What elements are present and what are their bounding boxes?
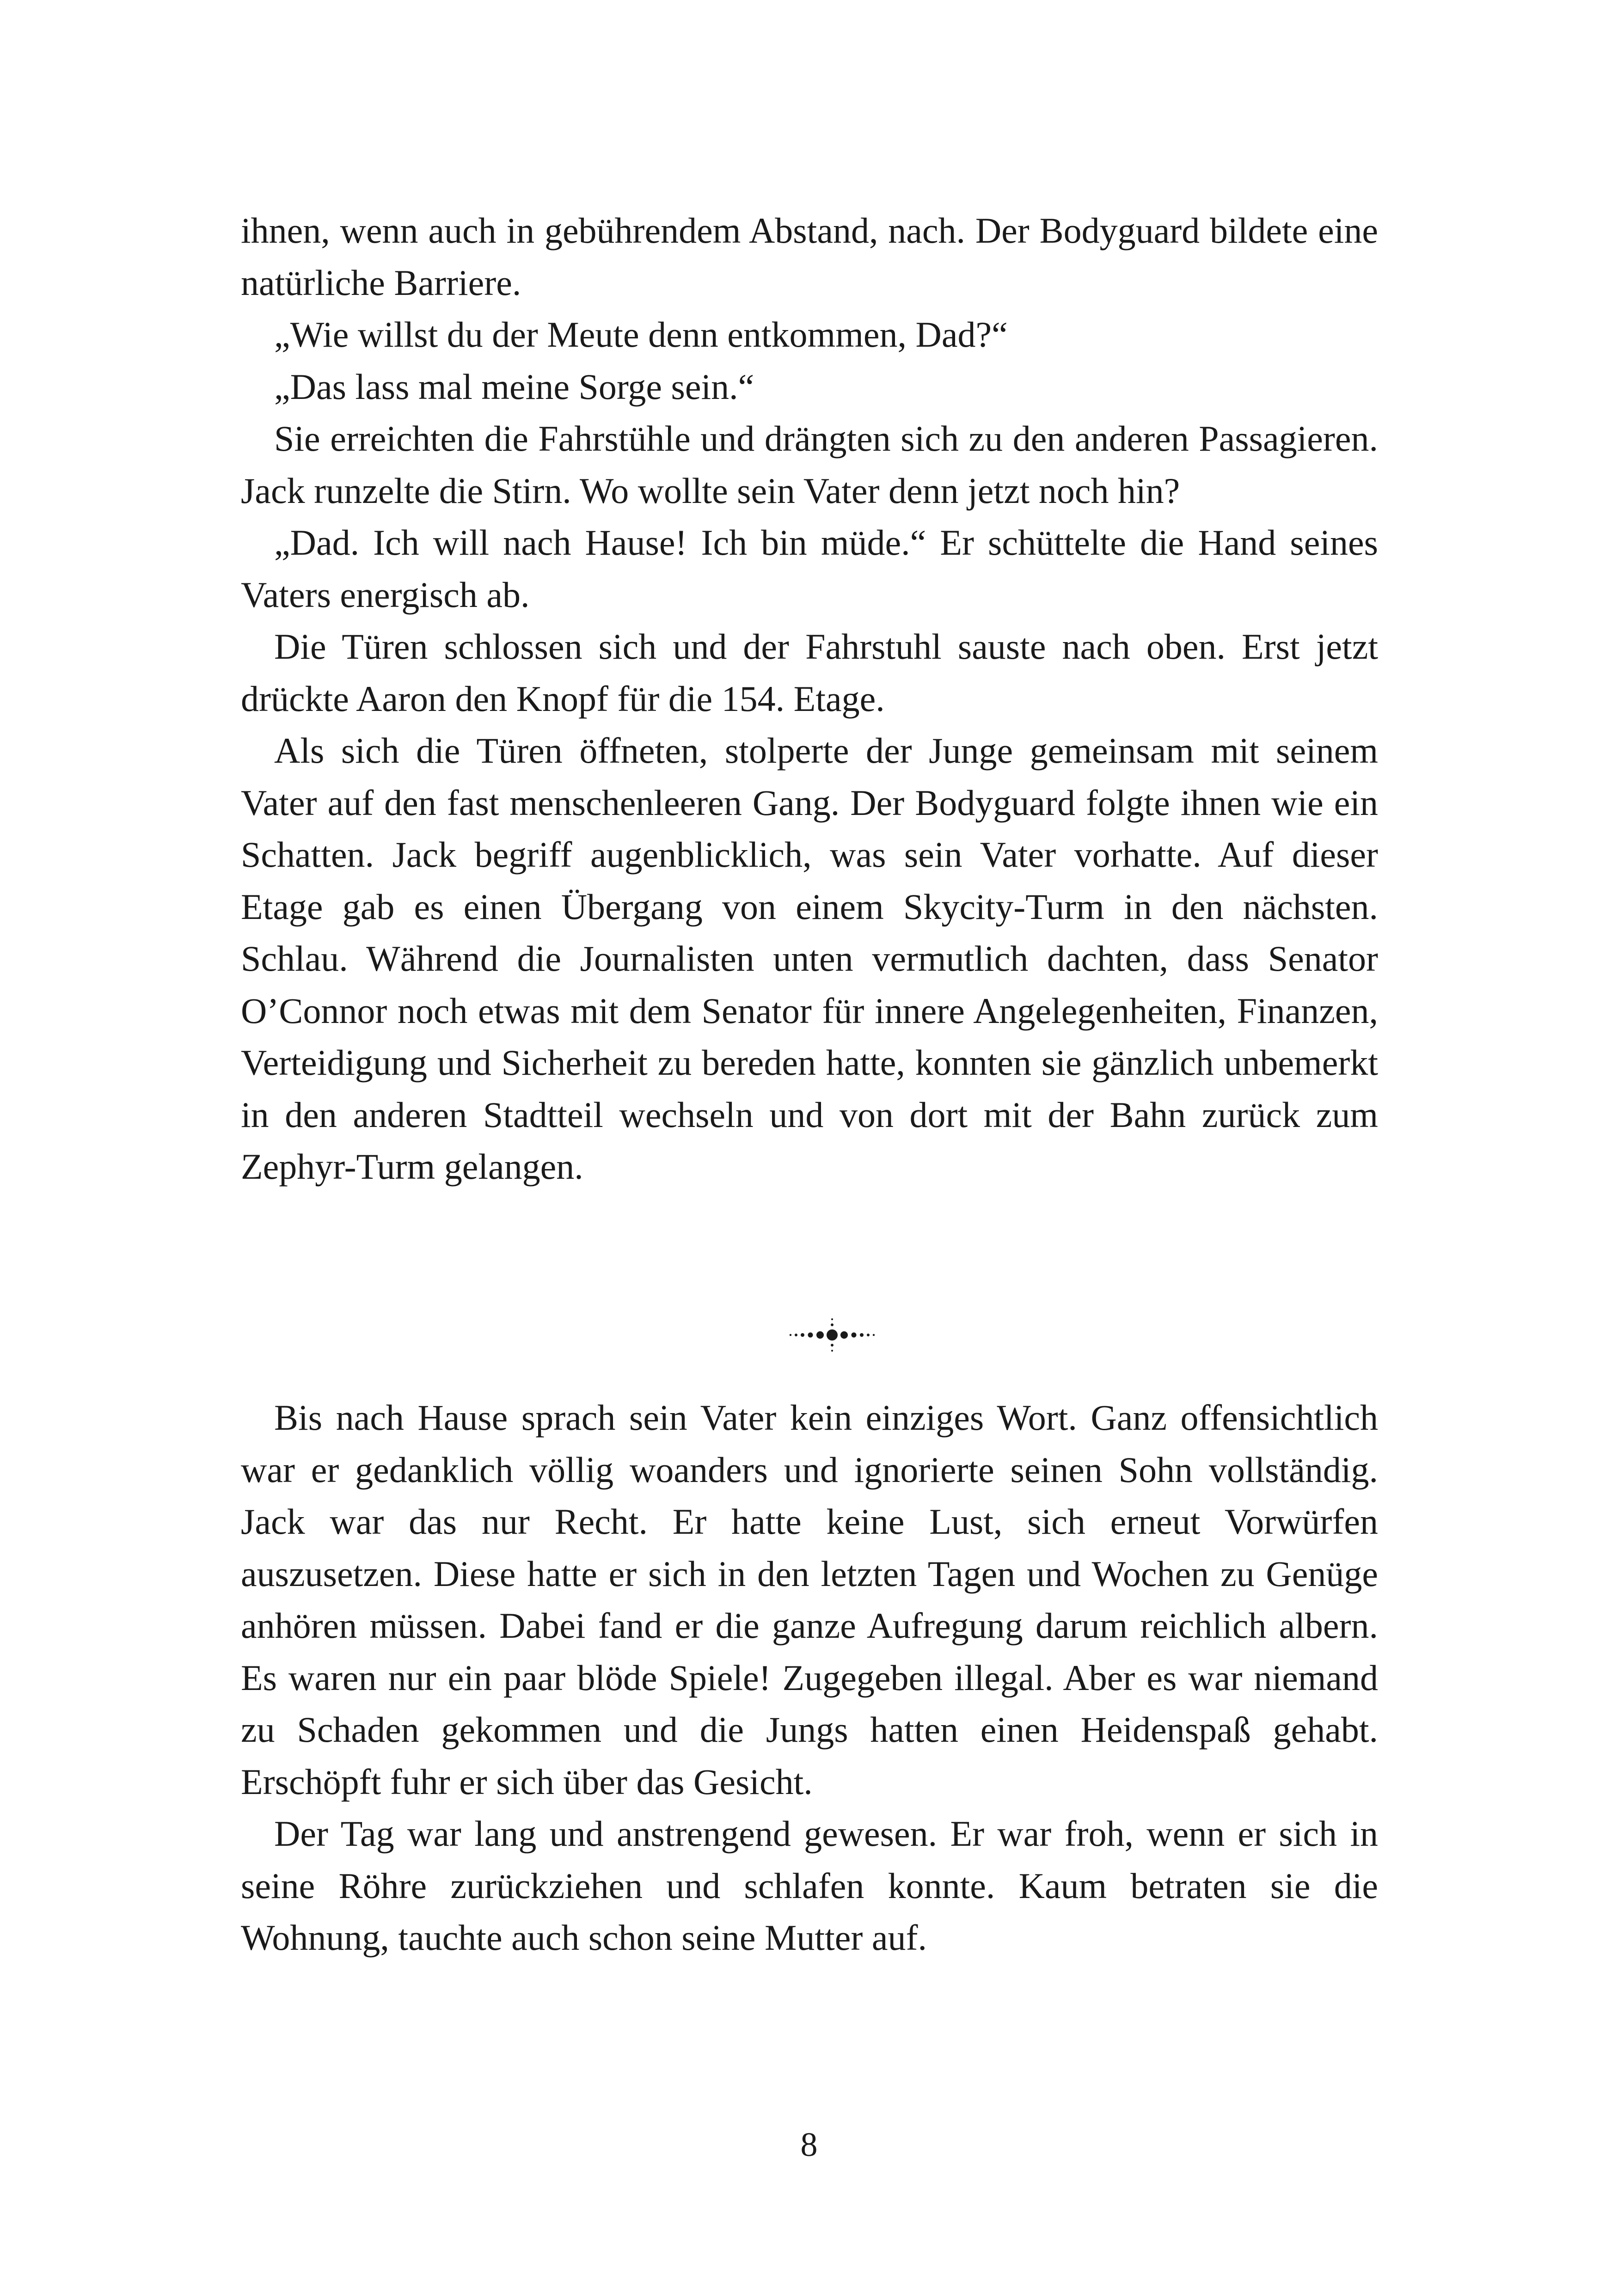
paragraph-continuation: ihnen, wenn auch in gebührendem Abstand, nach. Der Bodyguard bildete eine natürliche Barriere.	[241, 210, 1378, 303]
section-divider-dots-icon	[763, 1313, 901, 1357]
paragraph: Sie erreichten die Fahrstühle und drängten sich zu den anderen Passagieren. Jack runzelte die Stirn. Wo wollte sein Vater denn jetzt noch hin?	[241, 418, 1378, 511]
paragraph: Bis nach Hause sprach sein Vater kein einziges Wort. Ganz offensichtlich war er gedanklich völlig woanders und ignorierte seinen Sohn vollständig. Jack war das nur Recht. Er hatte keine Lust, sich erneut Vorwürfen auszusetzen. Diese hatte er sich in den letzten Tagen und Wochen zu Genüge anhören müssen. Dabei fand er die ganze Aufregung darum reichlich albern. Es waren nur ein paar blöde Spiele! Zugegeben illegal. Aber es war niemand zu Schaden gekommen und die Jungs hatten einen Heidenspaß gehabt. Erschöpft fuhr er sich über das Gesicht.	[241, 1397, 1378, 1802]
paragraph: Der Tag war lang und anstrengend gewesen. Er war froh, wenn er sich in seine Röhre zurückziehen und schlafen konnte. Kaum betraten sie die Wohnung, tauchte auch schon seine Mutter auf.	[241, 1813, 1378, 1958]
text-section-1	[241, 205, 1378, 1193]
paragraph: „Das lass mal meine Sorge sein.“	[274, 366, 754, 407]
paragraph: Die Türen schlossen sich und der Fahrstuhl sauste nach oben. Erst jetzt drückte Aaron den Knopf für die 154. Etage.	[241, 626, 1378, 719]
text-section-2	[241, 1392, 1378, 1964]
paragraph: Als sich die Türen öffneten, stolperte der Junge gemeinsam mit seinem Vater auf den fast menschenleeren Gang. Der Bodyguard folgte ihnen wie ein Schatten. Jack begriff augenblicklich, was sein Vater vorhatte. Auf dieser Etage gab es einen Übergang von einem Skycity-Turm in den nächsten. Schlau. Während die Journalisten unten vermutlich dachten, dass Senator O’Connor noch etwas mit dem Senator für innere Angelegenheiten, Finanzen, Verteidigung und Sicherheit zu bereden hatte, konnten sie gänzlich unbemerkt in den anderen Stadtteil wechseln und von dort mit der Bahn zurück zum Zephyr-Turm gelangen.	[241, 730, 1378, 1187]
paragraph: „Wie willst du der Meute denn entkommen, Dad?“	[274, 314, 1008, 355]
page-number: 8	[800, 2126, 818, 2164]
paragraph: „Dad. Ich will nach Hause! Ich bin müde.“ Er schüttelte die Hand seines Vaters energisch ab.	[241, 522, 1378, 615]
